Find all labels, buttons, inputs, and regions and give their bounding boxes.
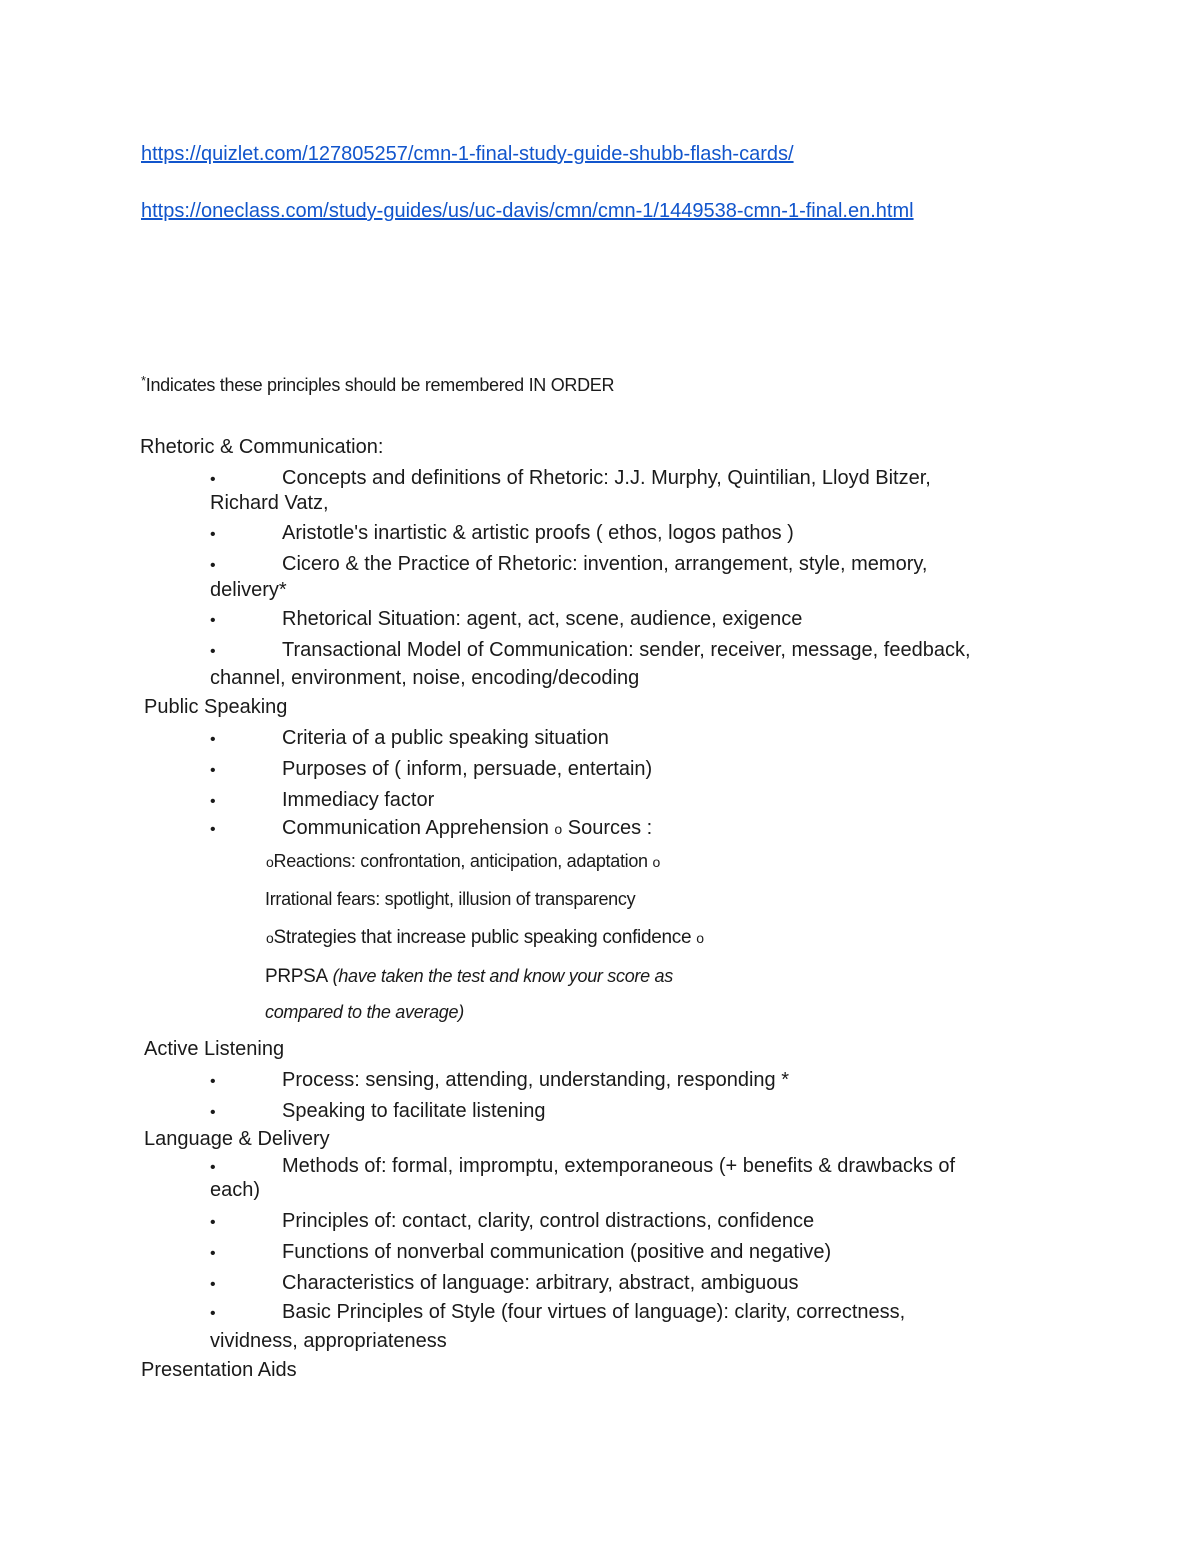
list-item-text: Basic Principles of Style (four virtues of language): clarity, correctness, [282,1301,906,1323]
sub-item-text: Strategies that increase public speaking confidence [273,927,692,948]
bullet-icon: • [210,612,216,629]
list-item-text: Purposes of ( inform, persuade, entertain) [282,758,653,780]
oneclass-link[interactable]: https://oneclass.com/study-guides/us/uc-davis/cmn/cmn-1/1449538-cmn-1-final.en.html [141,200,914,222]
circle-bullet-icon: o [696,930,704,946]
bullet-icon: • [210,557,216,574]
bullet-icon: • [210,1276,216,1293]
bullet-icon: • [210,731,216,748]
list-item-text: Aristotle's inartistic & artistic proofs ( ethos, logos pathos ) [282,522,794,544]
list-item-text [282,817,652,840]
list-item-text: Principles of: contact, clarity, control distractions, confidence [282,1210,815,1232]
list-item-continuation: Richard Vatz, [210,492,329,514]
bullet-icon: • [210,1214,216,1231]
bullet-icon: • [210,1245,216,1262]
prpsa-note-continuation: compared to the average) [265,1002,464,1022]
sub-item-text: Reactions: confrontation, anticipation, adaptation [273,851,648,871]
circle-bullet-icon: o [554,821,563,837]
quizlet-link[interactable]: https://quizlet.com/127805257/cmn-1-final-study-guide-shubb-flash-cards/ [141,143,794,165]
section-title-active-listening: Active Listening [144,1038,285,1060]
list-item-text: Transactional Model of Communication: sender, receiver, message, feedback, [282,639,971,661]
bullet-icon: • [210,821,216,838]
asterisk-mark: * [141,373,146,388]
list-item-continuation: channel, environment, noise, encoding/decoding [210,667,640,689]
list-item-text: Functions of nonverbal communication (positive and negative) [282,1241,832,1263]
prpsa-label: PRPSA [265,966,328,987]
list-item-text: Methods of: formal, impromptu, extemporaneous (+ benefits & drawbacks of [282,1155,956,1177]
bullet-icon: • [210,793,216,810]
section-title-language-delivery: Language & Delivery [144,1128,330,1150]
circle-bullet-icon: o [652,854,660,870]
bullet-icon: • [210,526,216,543]
list-item-continuation: delivery* [210,579,287,601]
sources-label: Sources : [567,817,653,839]
circle-bullet-icon: o [266,854,274,870]
sub-item-irrational-fears: Irrational fears: spotlight, illusion of transparency [265,889,636,909]
order-note [141,373,614,396]
bullet-icon: • [210,643,216,660]
list-item-text: Process: sensing, attending, understanding, responding * [282,1069,790,1091]
bullet-icon: • [210,471,216,488]
list-item-text: Characteristics of language: arbitrary, abstract, ambiguous [282,1272,799,1294]
list-item-text: Cicero & the Practice of Rhetoric: invention, arrangement, style, memory, [282,553,928,575]
list-item-continuation: each) [210,1179,261,1201]
list-item-text: Concepts and definitions of Rhetoric: J.J. Murphy, Quintilian, Lloyd Bitzer, [282,467,931,489]
prpsa-note: (have taken the test and know your score as [332,966,673,986]
sub-item-prpsa [265,966,673,988]
bullet-icon: • [210,1305,216,1322]
list-item-text: Rhetorical Situation: agent, act, scene, audience, exigence [282,608,803,630]
section-title-public-speaking: Public Speaking [144,696,288,718]
sub-item-strategies [266,927,704,949]
section-title-presentation-aids: Presentation Aids [141,1359,297,1381]
order-note-text: Indicates these principles should be remembered IN ORDER [145,375,615,395]
list-item-text: Criteria of a public speaking situation [282,727,609,749]
sub-item-reactions [266,851,660,872]
bullet-icon: • [210,762,216,779]
section-title-rhetoric: Rhetoric & Communication: [140,436,384,458]
bullet-icon: • [210,1073,216,1090]
list-item-text: Immediacy factor [282,789,435,811]
circle-bullet-icon: o [266,930,274,946]
bullet-icon: • [210,1159,216,1176]
list-item-text: Speaking to facilitate listening [282,1100,546,1122]
bullet-icon: • [210,1104,216,1121]
communication-apprehension-label: Communication Apprehension [282,817,549,839]
list-item-continuation: vividness, appropriateness [210,1330,447,1352]
